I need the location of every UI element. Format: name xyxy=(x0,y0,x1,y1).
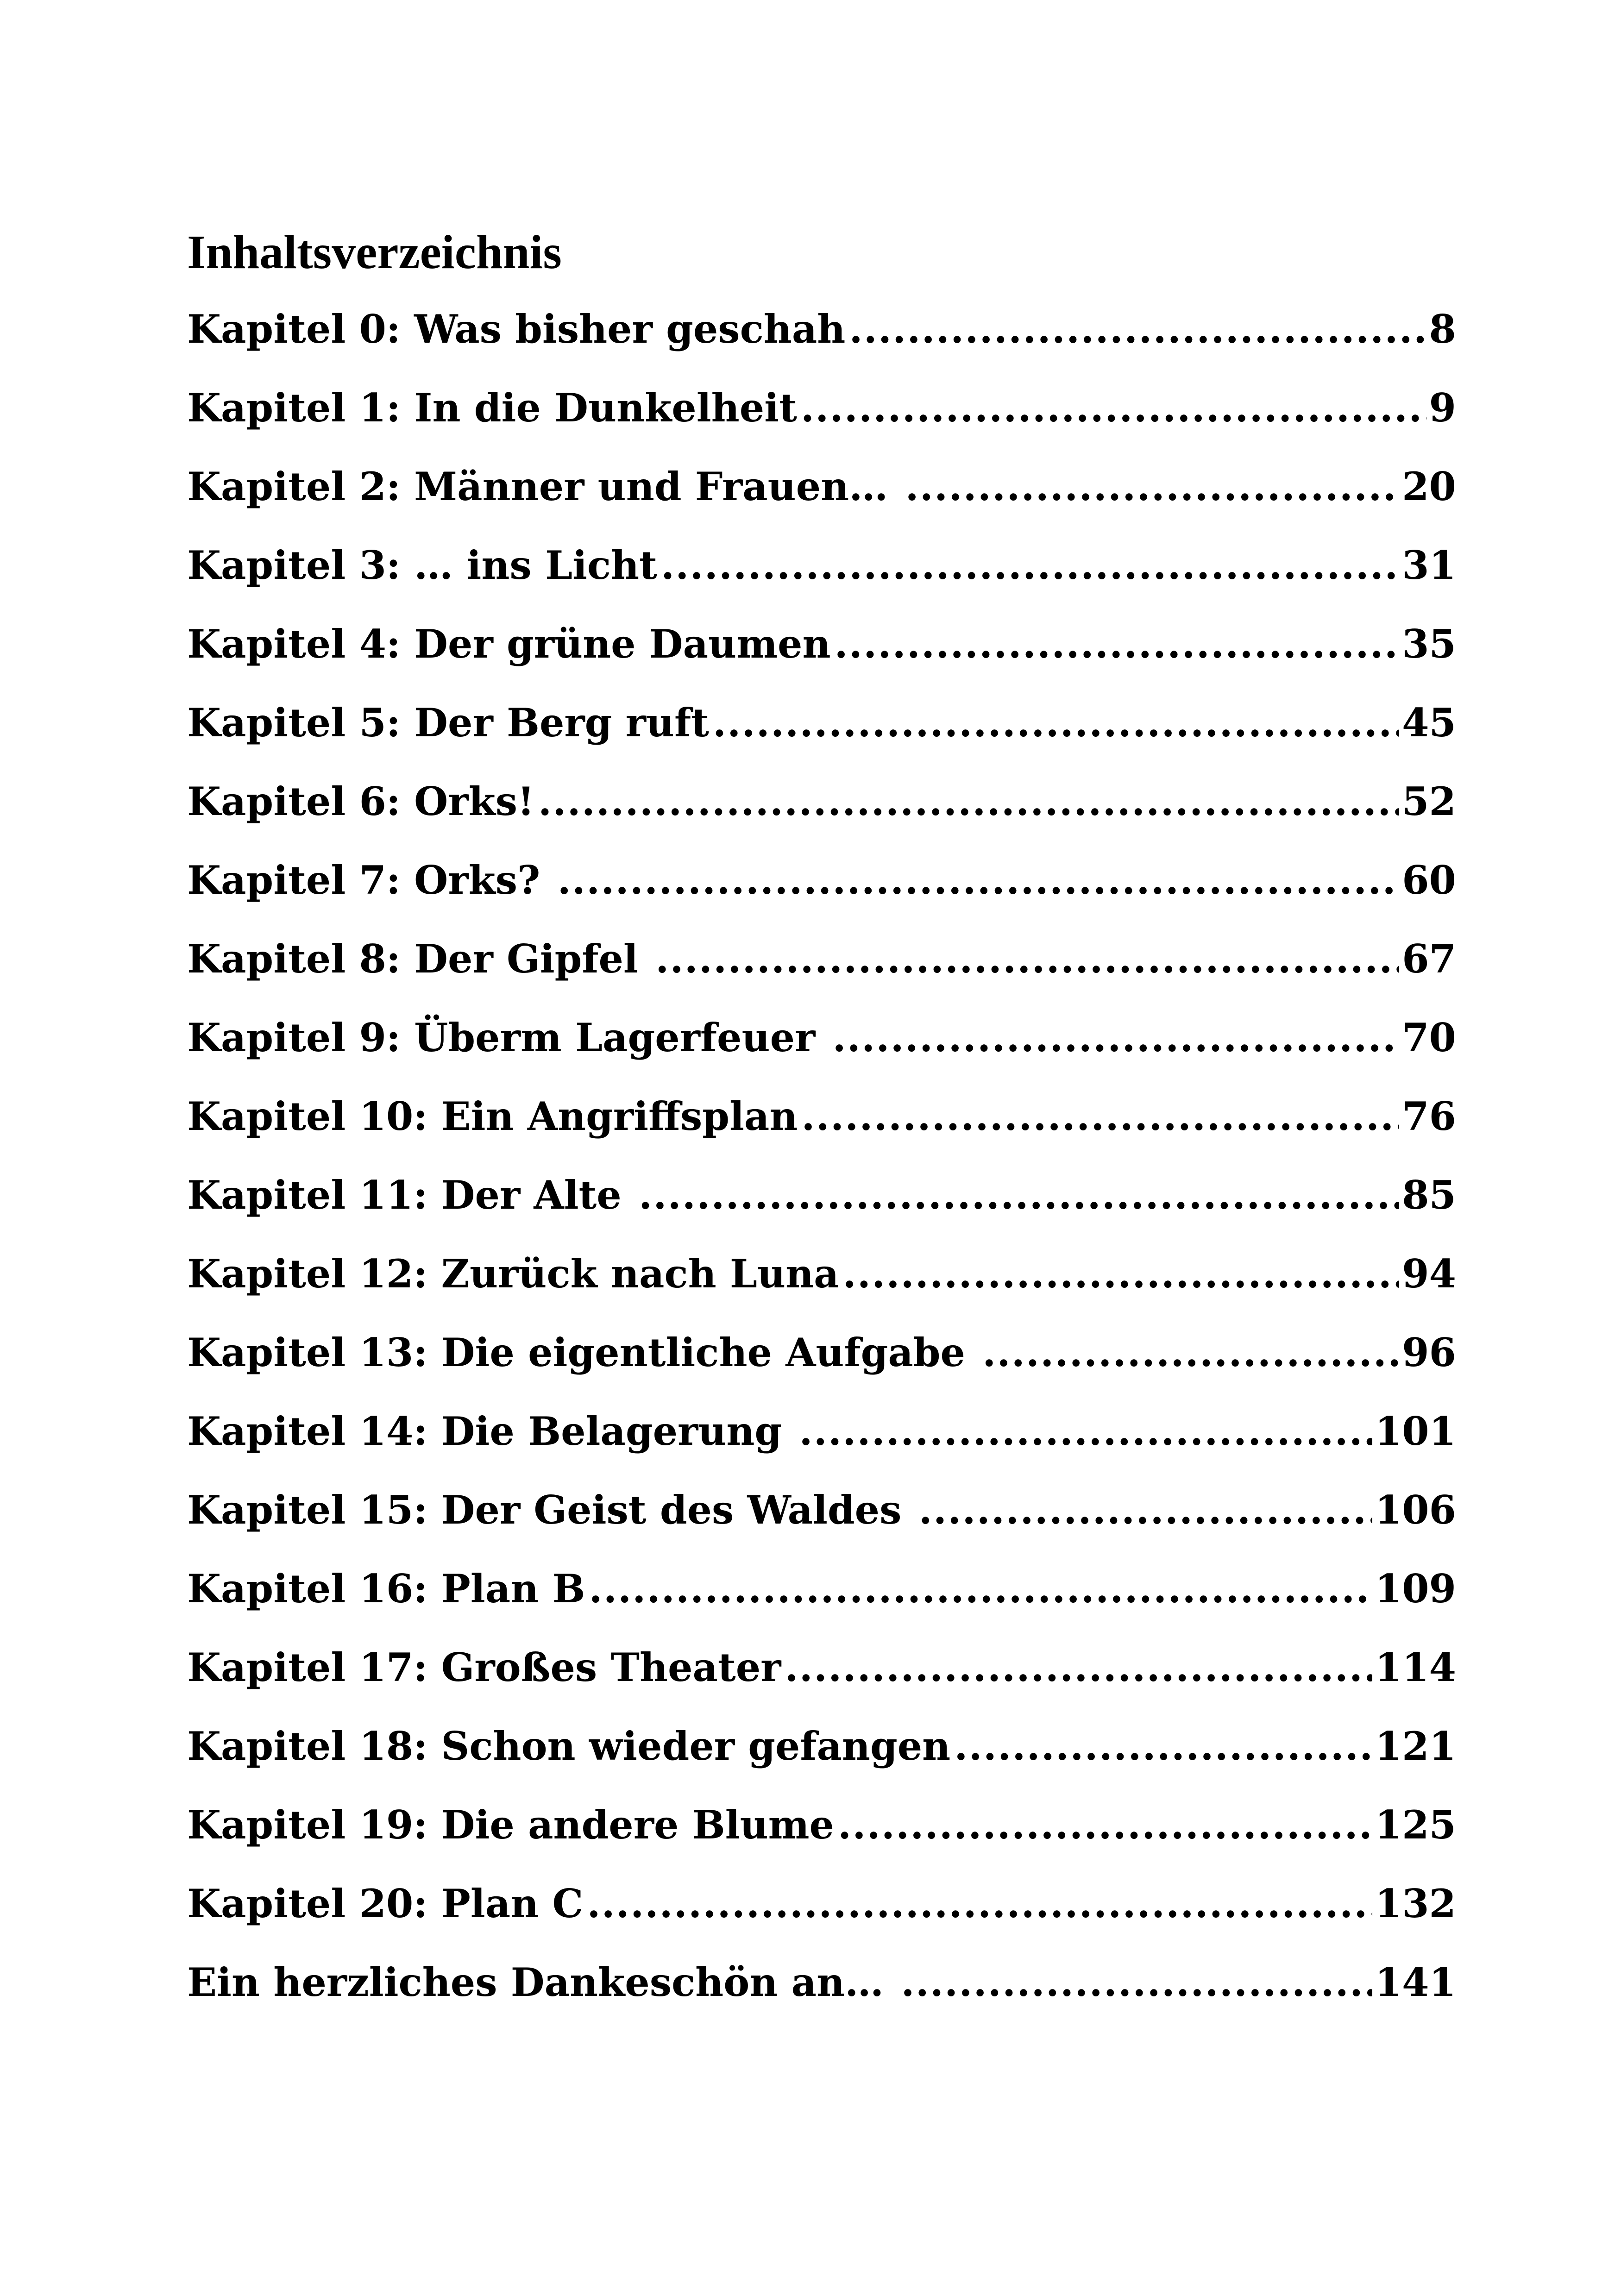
toc-entry-page-number: 76 xyxy=(1402,1093,1456,1139)
toc-entry-label: Kapitel 13: Die eigentliche Aufgabe xyxy=(187,1330,979,1375)
toc-entry-page-number: 125 xyxy=(1375,1802,1456,1848)
toc-entry[interactable] xyxy=(187,1077,1456,1156)
toc-heading: Inhaltsverzeichnis xyxy=(187,226,562,279)
toc-entry-label: Kapitel 1: In die Dunkelheit xyxy=(187,385,797,431)
toc-entry-label: Kapitel 6: Orks! xyxy=(187,778,534,824)
toc-dot-leader xyxy=(801,1077,1399,1156)
toc-dot-leader xyxy=(982,1313,1399,1392)
toc-dot-leader xyxy=(954,1707,1372,1786)
table-of-contents xyxy=(187,218,1456,2022)
toc-entry[interactable] xyxy=(187,1864,1456,1943)
toc-entry-label: Ein herzliches Dankeschön an… xyxy=(187,1959,898,2005)
toc-entry[interactable] xyxy=(187,1549,1456,1628)
toc-entry-label: Kapitel 16: Plan B xyxy=(187,1566,585,1612)
toc-entry[interactable] xyxy=(187,1471,1456,1549)
toc-entry[interactable] xyxy=(187,841,1456,920)
toc-entry[interactable] xyxy=(187,684,1456,762)
toc-dot-leader xyxy=(785,1628,1372,1707)
toc-dot-leader xyxy=(655,920,1399,998)
toc-entry-page-number: 132 xyxy=(1375,1881,1456,1926)
toc-entry[interactable] xyxy=(187,1156,1456,1235)
toc-entry-page-number: 101 xyxy=(1375,1408,1456,1454)
toc-entry-label: Kapitel 18: Schon wieder gefangen xyxy=(187,1723,951,1769)
toc-entry[interactable] xyxy=(187,1392,1456,1471)
toc-dot-leader xyxy=(849,290,1426,369)
toc-entry-page-number: 45 xyxy=(1402,700,1456,746)
toc-dot-leader xyxy=(589,1549,1372,1628)
toc-dot-leader xyxy=(799,1392,1372,1471)
toc-entry-page-number: 94 xyxy=(1402,1251,1456,1297)
toc-entry-label: Kapitel 8: Der Gipfel xyxy=(187,936,652,982)
toc-dot-leader xyxy=(843,1235,1400,1313)
toc-entry-label: Kapitel 11: Der Alte xyxy=(187,1172,635,1218)
toc-entry-label: Kapitel 5: Der Berg ruft xyxy=(187,700,709,746)
toc-dot-leader xyxy=(901,1943,1372,2022)
toc-entry-page-number: 31 xyxy=(1402,542,1456,588)
toc-entry-label: Kapitel 9: Überm Lagerfeuer xyxy=(187,1015,829,1060)
toc-list xyxy=(187,290,1456,2022)
toc-entry[interactable] xyxy=(187,1313,1456,1392)
toc-entry[interactable] xyxy=(187,369,1456,447)
toc-entry-page-number: 96 xyxy=(1402,1330,1456,1375)
toc-entry-label: Kapitel 7: Orks? xyxy=(187,857,554,903)
toc-entry[interactable] xyxy=(187,998,1456,1077)
toc-entry-label: Kapitel 17: Großes Theater xyxy=(187,1644,781,1690)
toc-dot-leader xyxy=(919,1471,1372,1549)
toc-entry-label: Kapitel 20: Plan C xyxy=(187,1881,584,1926)
toc-entry-label: Kapitel 10: Ein Angriffsplan xyxy=(187,1093,798,1139)
toc-entry[interactable] xyxy=(187,447,1456,526)
toc-entry-page-number: 9 xyxy=(1429,385,1456,431)
toc-entry[interactable] xyxy=(187,1628,1456,1707)
toc-entry-label: Kapitel 19: Die andere Blume xyxy=(187,1802,834,1848)
toc-dot-leader xyxy=(833,998,1400,1077)
toc-entry-label: Kapitel 0: Was bisher geschah xyxy=(187,306,846,352)
toc-entry[interactable] xyxy=(187,920,1456,998)
toc-entry-page-number: 35 xyxy=(1402,621,1456,667)
toc-dot-leader xyxy=(905,447,1399,526)
toc-entry[interactable] xyxy=(187,762,1456,841)
toc-dot-leader xyxy=(835,605,1400,684)
toc-entry-page-number: 121 xyxy=(1375,1723,1456,1769)
toc-entry-label: Kapitel 3: … ins Licht xyxy=(187,542,657,588)
toc-dot-leader xyxy=(838,1786,1372,1864)
toc-entry[interactable] xyxy=(187,1707,1456,1786)
toc-entry-page-number: 52 xyxy=(1402,778,1456,824)
toc-entry-page-number: 60 xyxy=(1402,857,1456,903)
toc-dot-leader xyxy=(639,1156,1399,1235)
toc-entry-page-number: 114 xyxy=(1375,1644,1456,1690)
toc-entry-label: Kapitel 12: Zurück nach Luna xyxy=(187,1251,839,1297)
toc-entry-page-number: 70 xyxy=(1402,1015,1456,1060)
toc-entry-page-number: 85 xyxy=(1402,1172,1456,1218)
toc-entry-label: Kapitel 15: Der Geist des Waldes xyxy=(187,1487,915,1533)
toc-dot-leader xyxy=(801,369,1426,447)
toc-dot-leader xyxy=(538,762,1399,841)
toc-entry[interactable] xyxy=(187,605,1456,684)
toc-entry-page-number: 8 xyxy=(1429,306,1456,352)
toc-entry-label: Kapitel 14: Die Belagerung xyxy=(187,1408,796,1454)
toc-dot-leader xyxy=(587,1864,1372,1943)
toc-entry-page-number: 106 xyxy=(1375,1487,1456,1533)
toc-entry-label: Kapitel 4: Der grüne Daumen xyxy=(187,621,831,667)
toc-entry-label: Kapitel 2: Männer und Frauen… xyxy=(187,464,902,509)
toc-entry-page-number: 141 xyxy=(1375,1959,1456,2005)
toc-entry-page-number: 67 xyxy=(1402,936,1456,982)
toc-entry[interactable] xyxy=(187,1786,1456,1864)
toc-entry-page-number: 20 xyxy=(1402,464,1456,509)
toc-dot-leader xyxy=(661,526,1399,605)
toc-dot-leader xyxy=(558,841,1400,920)
toc-entry[interactable] xyxy=(187,526,1456,605)
toc-entry[interactable] xyxy=(187,1943,1456,2022)
toc-entry[interactable] xyxy=(187,1235,1456,1313)
toc-entry-page-number: 109 xyxy=(1375,1566,1456,1612)
toc-dot-leader xyxy=(713,684,1399,762)
toc-entry[interactable] xyxy=(187,290,1456,369)
